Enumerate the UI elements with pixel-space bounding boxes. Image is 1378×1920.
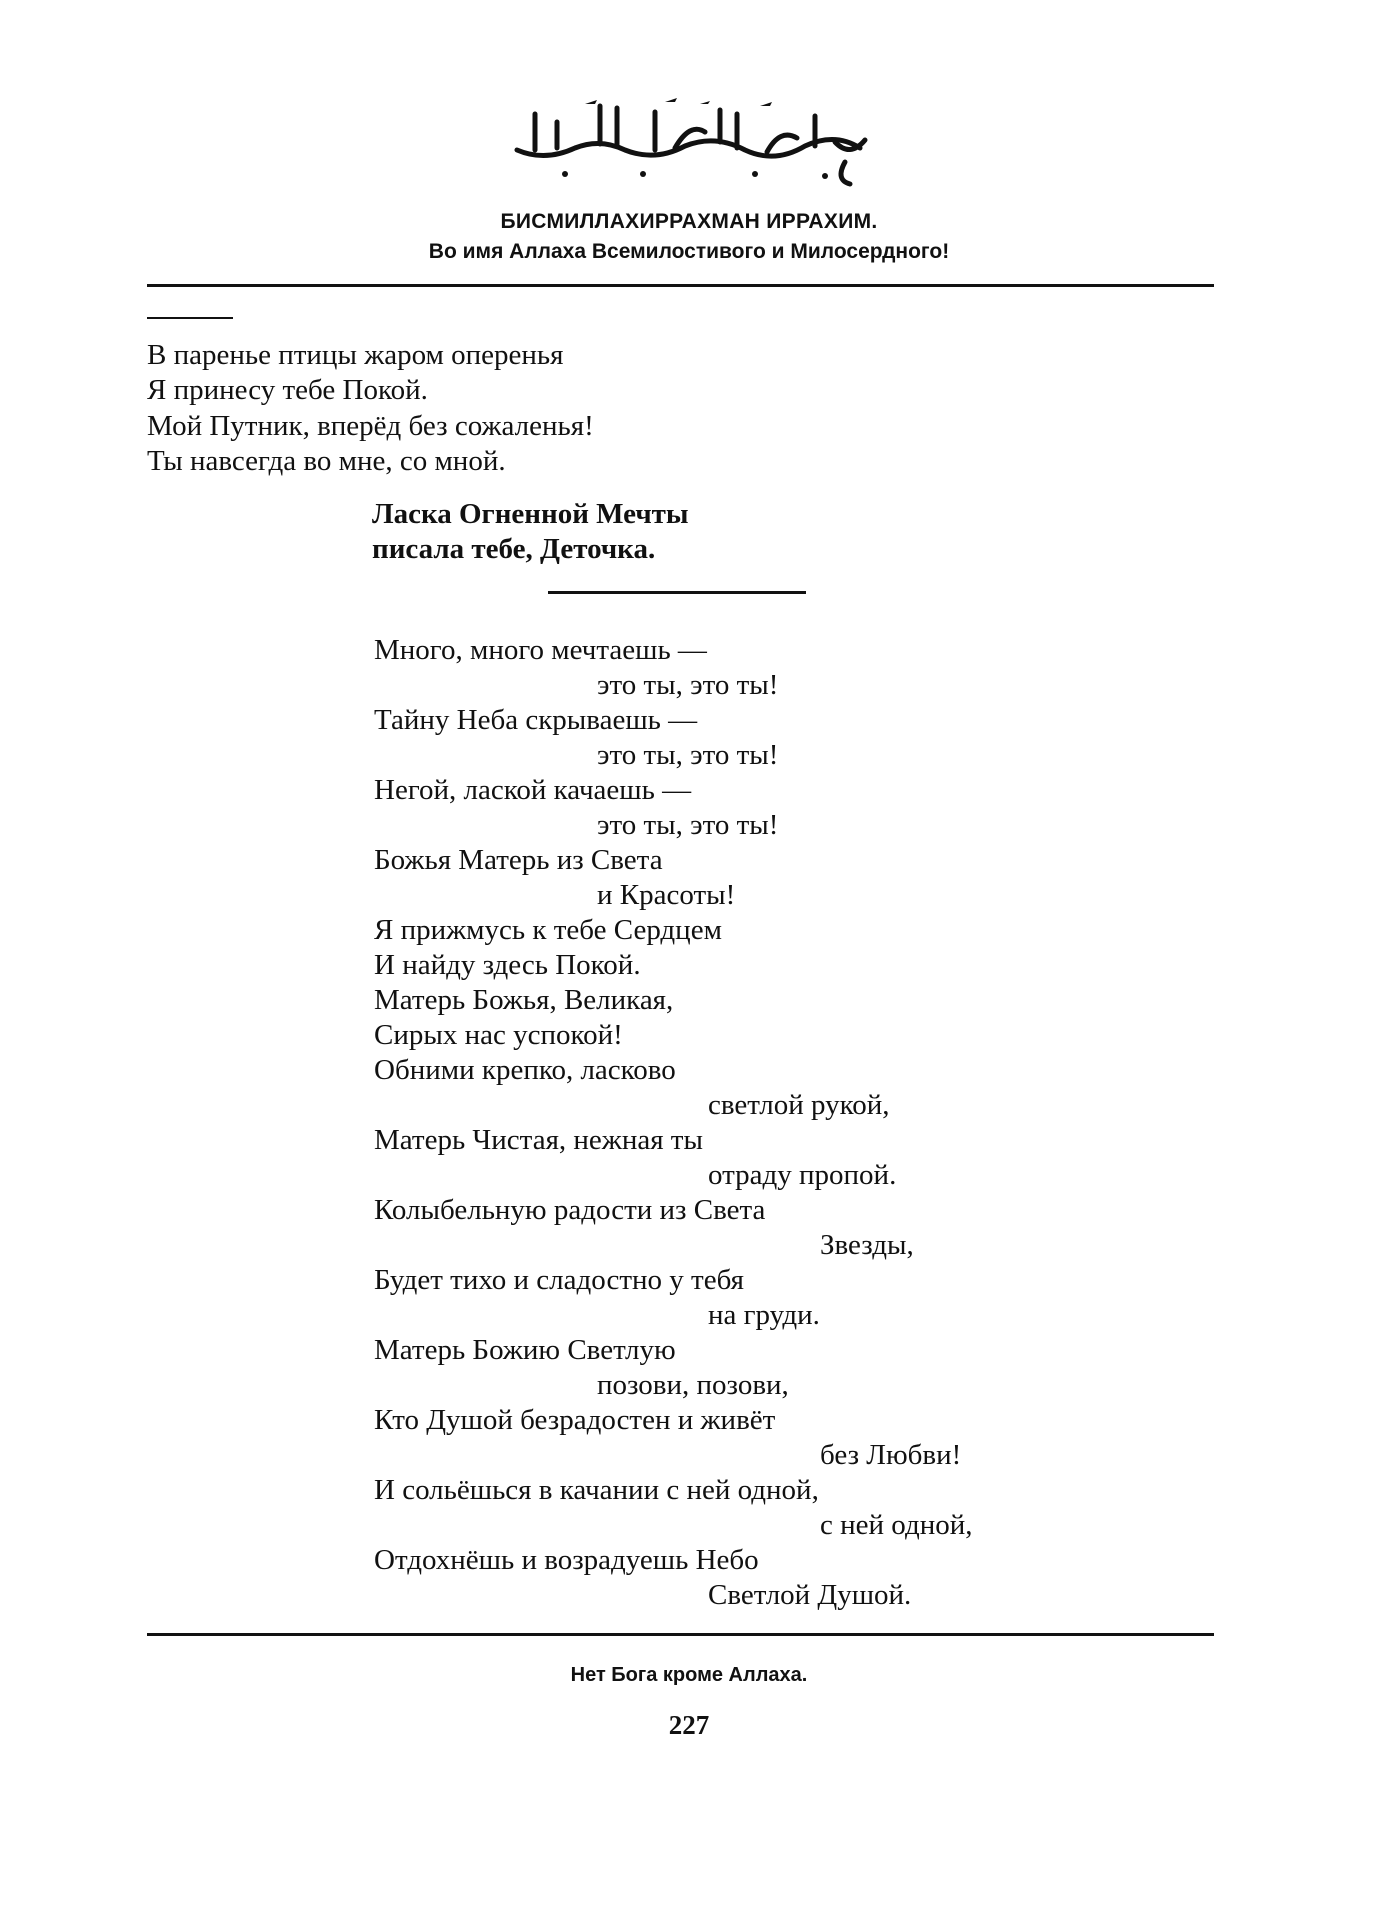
poem-line: Матерь Божья, Великая, <box>374 984 674 1016</box>
poem-line: Негой, лаской качаешь — <box>374 774 692 806</box>
poem-line: И сольёшься в качании с ней одной, <box>374 1474 819 1506</box>
signature-line: писала тебе, Деточка. <box>372 533 656 565</box>
poem-line: на груди. <box>708 1299 820 1331</box>
poem-line: с ней одной, <box>820 1509 973 1541</box>
header-rule <box>147 284 1214 287</box>
poem-line: Будет тихо и сладостно у тебя <box>374 1264 744 1296</box>
poem-line: Светлой Душой. <box>708 1579 912 1611</box>
signature-rule <box>548 591 806 594</box>
header-subtitle: Во имя Аллаха Всемилостивого и Милосердного! <box>428 240 950 263</box>
stanza-line: Ты навсегда во мне, со мной. <box>147 445 506 477</box>
poem-line: Тайну Неба скрываешь — <box>374 704 698 736</box>
poem-line: Матерь Божию Светлую <box>374 1334 676 1366</box>
poem-line: Отдохнёшь и возрадуешь Небо <box>374 1544 759 1576</box>
footer-rule <box>147 1633 1214 1636</box>
signature-line: Ласка Огненной Мечты <box>372 498 689 530</box>
poem-line: Обними крепко, ласково <box>374 1054 676 1086</box>
header-title: БИСМИЛЛАХИРРАХМАН ИРРАХИМ. <box>500 210 878 233</box>
basmala-calligraphy <box>505 92 875 192</box>
short-rule-top <box>147 317 233 319</box>
stanza-line: В паренье птицы жаром оперенья <box>147 339 564 371</box>
poem-line: без Любви! <box>820 1439 962 1471</box>
poem-line: и Красоты! <box>597 879 736 911</box>
poem-line: Кто Душой безрадостен и живёт <box>374 1404 776 1436</box>
poem-line: Звезды, <box>820 1229 914 1261</box>
poem-line: И найду здесь Покой. <box>374 949 641 981</box>
poem-line: Божья Матерь из Света <box>374 844 663 876</box>
poem-line: Я прижмусь к тебе Сердцем <box>374 914 722 946</box>
footer-text: Нет Бога кроме Аллаха. <box>570 1664 808 1686</box>
poem-line: позови, позови, <box>597 1369 789 1401</box>
poem-line: светлой рукой, <box>708 1089 890 1121</box>
poem-line: Много, много мечтаешь — <box>374 634 707 666</box>
poem-line: Колыбельную радости из Света <box>374 1194 766 1226</box>
poem-line: Матерь Чистая, нежная ты <box>374 1124 703 1156</box>
page-number: 227 <box>668 1710 710 1740</box>
poem-line: это ты, это ты! <box>597 809 779 841</box>
poem-line: Сирых нас успокой! <box>374 1019 623 1051</box>
poem-line: отраду пропой. <box>708 1159 897 1191</box>
poem-line: это ты, это ты! <box>597 739 779 771</box>
stanza-line: Мой Путник, вперёд без сожаленья! <box>147 410 594 442</box>
poem-line: это ты, это ты! <box>597 669 779 701</box>
stanza-line: Я принесу тебе Покой. <box>147 374 428 406</box>
